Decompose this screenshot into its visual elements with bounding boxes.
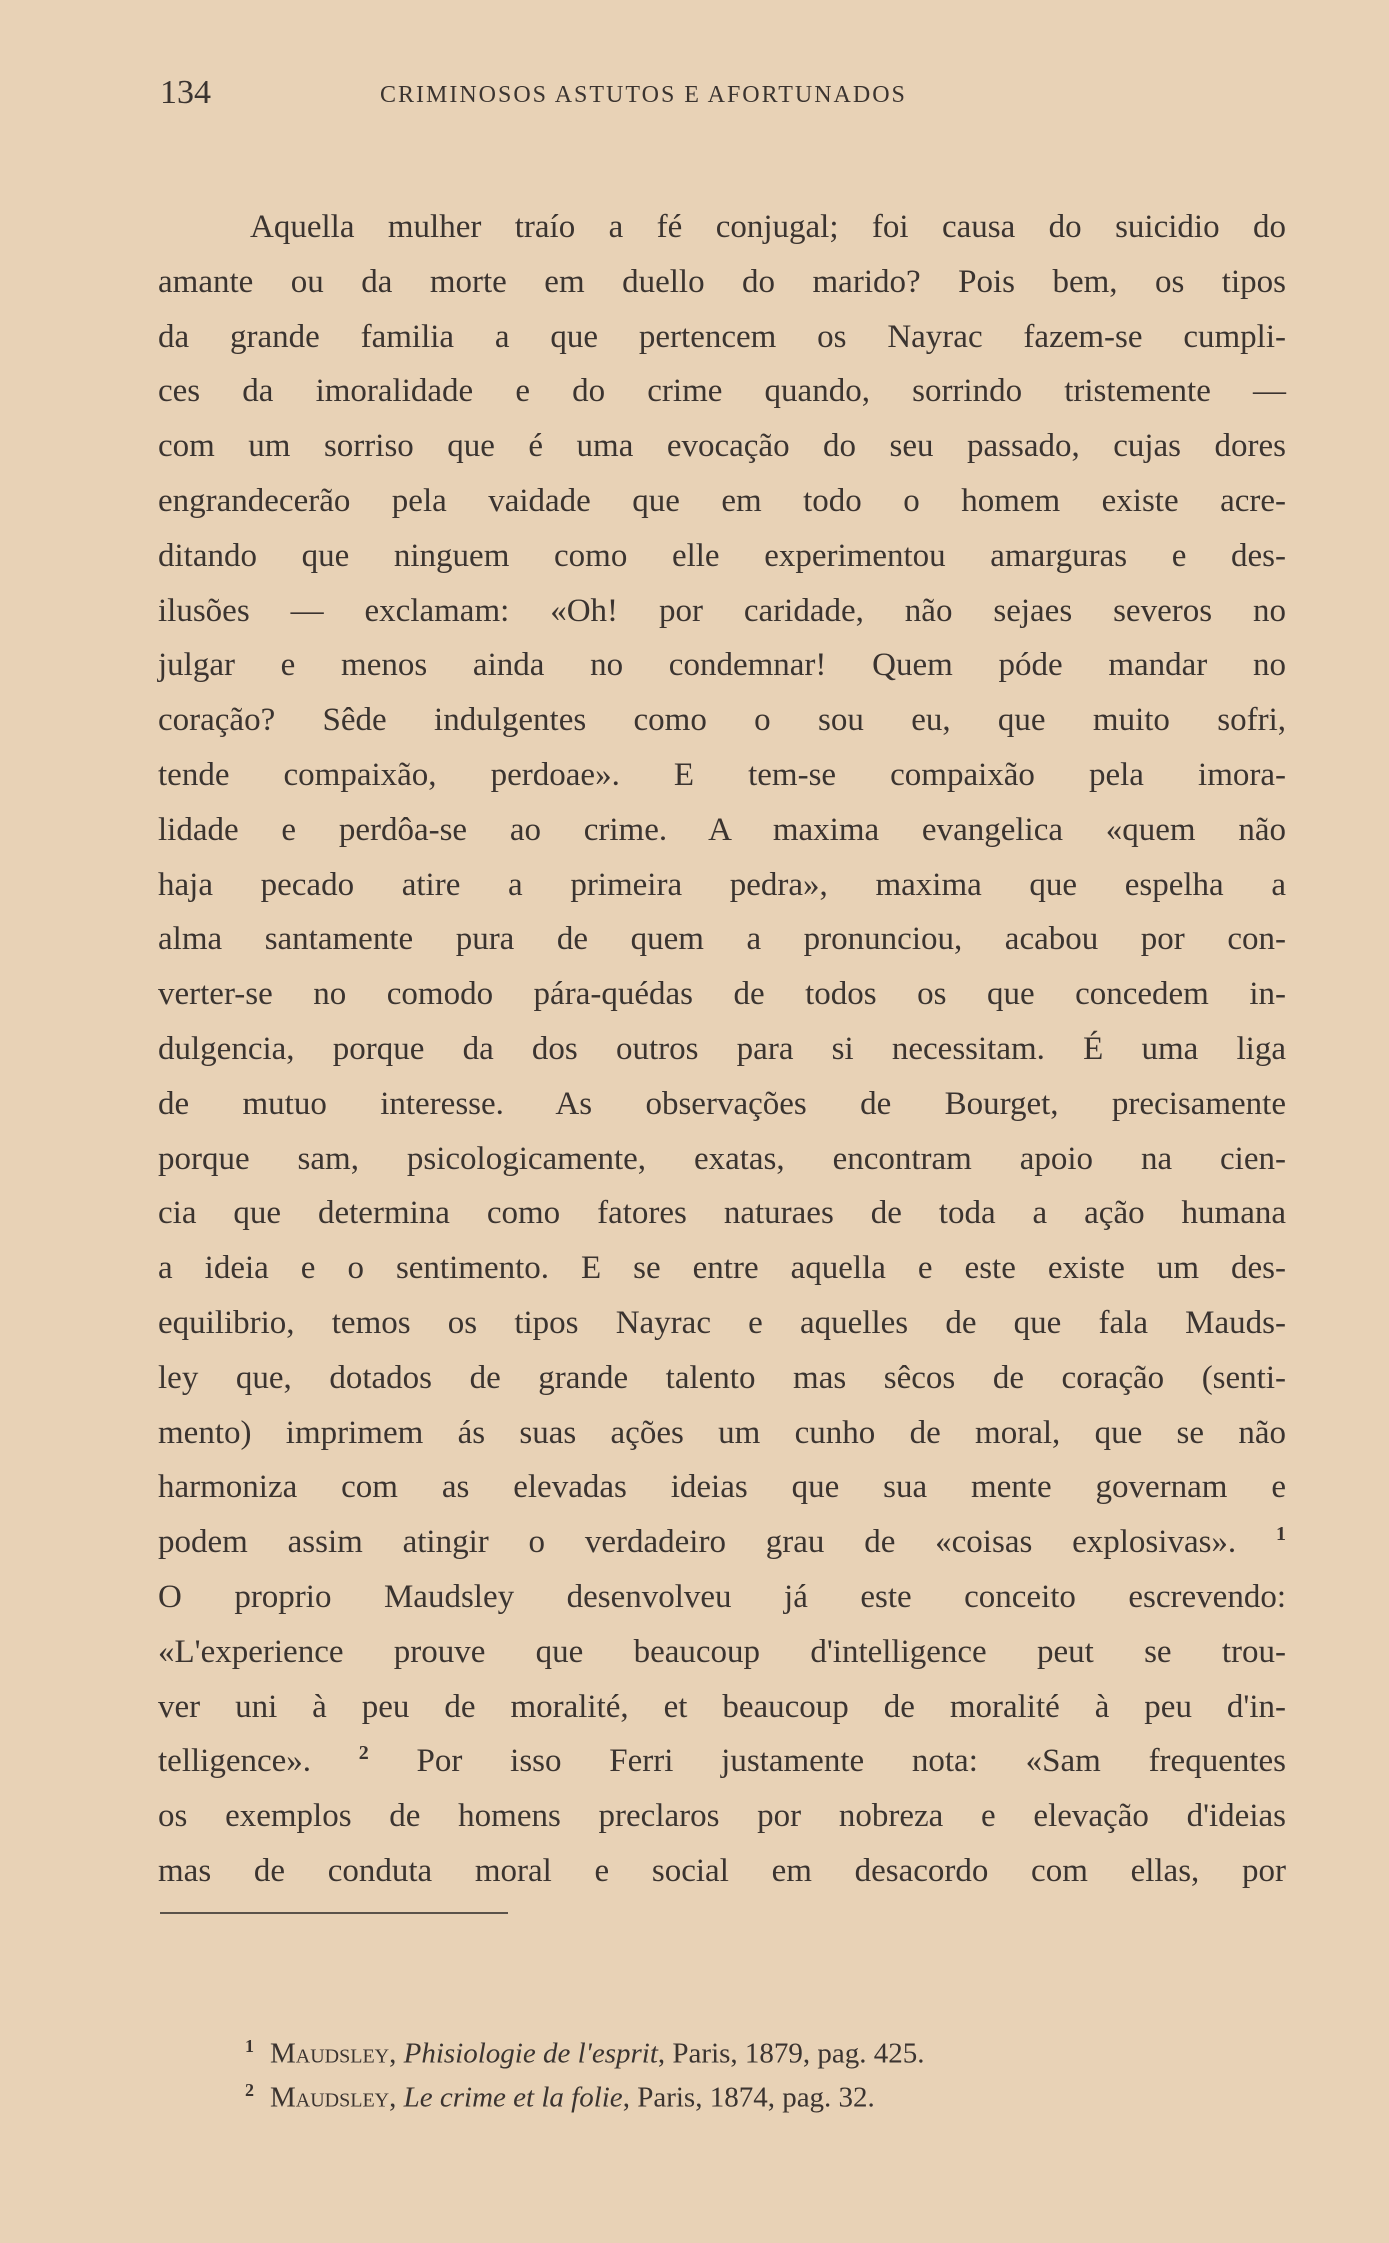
footnote-number: 1 xyxy=(245,2036,254,2056)
page-number: 134 xyxy=(160,74,211,111)
line-text: O proprio Maudsley desenvolveu já este conceito escrevendo: xyxy=(158,1578,1286,1615)
text-line xyxy=(158,967,1286,1022)
footnote-reference: 1 xyxy=(1276,1523,1286,1546)
text-line xyxy=(158,1515,1286,1570)
text-line xyxy=(158,748,1286,803)
text-line xyxy=(158,1351,1286,1406)
text-line xyxy=(158,529,1286,584)
footnote-details: , Paris, 1874, pag. 32. xyxy=(622,2081,875,2114)
line-text: Por isso Ferri justamente nota: «Sam frequentes xyxy=(416,1743,1286,1780)
text-line xyxy=(158,1022,1286,1077)
text-line xyxy=(158,474,1286,529)
text-line xyxy=(158,1734,1286,1789)
text-line xyxy=(158,1077,1286,1132)
text-line xyxy=(158,255,1286,310)
line-text: coração? Sêde indulgentes como o sou eu, que muito sofri, xyxy=(158,702,1286,739)
line-text: Aquella mulher traío a fé conjugal; foi causa do suicidio do xyxy=(250,209,1286,245)
text-line xyxy=(158,858,1286,913)
line-text: podem assim atingir o verdadeiro grau de «coisas explosivas». xyxy=(158,1524,1237,1561)
text-line xyxy=(158,584,1286,639)
text-line xyxy=(158,200,1286,255)
text-line xyxy=(158,1789,1286,1844)
line-text: dulgencia, porque da dos outros para si necessitam. É uma liga xyxy=(158,1030,1286,1067)
footnotes xyxy=(245,2024,925,2112)
line-text: haja pecado atire a primeira pedra», maxima que espelha a xyxy=(158,866,1286,903)
text-line xyxy=(158,1132,1286,1187)
text-line xyxy=(158,364,1286,419)
footnote-reference: 2 xyxy=(358,1742,369,1765)
text-line xyxy=(158,1625,1286,1680)
footnote-author: Maudsley xyxy=(270,2081,390,2114)
line-text: porque sam, psicologicamente, exatas, encontram apoio na cien- xyxy=(158,1140,1286,1177)
footnote-title: Phisiologie de l'esprit xyxy=(403,2037,658,2070)
line-text: julgar e menos ainda no condemnar! Quem póde mandar no xyxy=(158,647,1286,684)
text-line xyxy=(158,1186,1286,1241)
line-text: mento) imprimem ás suas ações um cunho de moral, que se não xyxy=(158,1414,1286,1451)
footnote-title: Le crime et la folie xyxy=(403,2081,623,2114)
line-text: telligence». xyxy=(158,1743,312,1780)
text-line xyxy=(158,912,1286,967)
body-text xyxy=(158,200,1286,1899)
line-text: tende compaixão, perdoae». E tem-se compaixão pela imora- xyxy=(158,756,1286,793)
footnote-2: $^2$ Maudsley, Le crime et la folie, Paris, 1874, pag. 32. xyxy=(245,2080,875,2114)
footnote-number: 2 xyxy=(245,2080,254,2100)
text-line xyxy=(158,419,1286,474)
footnote-author: Maudsley xyxy=(270,2037,390,2070)
text-line xyxy=(158,1680,1286,1735)
footnote-1: $^1$ Maudsley, Phisiologie de l'esprit, Paris, 1879, pag. 425. xyxy=(245,2036,925,2070)
line-text: ces da imoralidade e do crime quando, sorrindo tristemente — xyxy=(158,373,1286,410)
line-text: lidade e perdôa-se ao crime. A maxima evangelica «quem não xyxy=(158,811,1286,848)
line-text: ley que, dotados de grande talento mas sêcos de coração (senti- xyxy=(158,1359,1286,1396)
footnote-details: , Paris, 1879, pag. 425. xyxy=(657,2037,925,2070)
text-line xyxy=(158,310,1286,365)
line-text: ilusões — exclamam: «Oh! por caridade, não sejaes severos no xyxy=(158,592,1286,629)
text-line xyxy=(158,1406,1286,1461)
line-text: com um sorriso que é uma evocação do seu passado, cujas dores xyxy=(158,428,1286,465)
text-line xyxy=(158,803,1286,858)
footnote-divider xyxy=(160,1912,508,1914)
line-text: a ideia e o sentimento. E se entre aquella e este existe um des- xyxy=(158,1250,1286,1287)
line-text: ditando que ninguem como elle experimentou amarguras e des- xyxy=(158,537,1286,574)
text-line xyxy=(158,1844,1286,1899)
text-line xyxy=(158,693,1286,748)
line-text: verter-se no comodo pára-quédas de todos os que concedem in- xyxy=(158,976,1286,1013)
line-text: os exemplos de homens preclaros por nobreza e elevação d'ideias xyxy=(158,1798,1286,1835)
running-title: CRIMINOSOS ASTUTOS E AFORTUNADOS xyxy=(380,82,907,108)
text-line xyxy=(158,1296,1286,1351)
line-text: harmoniza com as elevadas ideias que sua mente governam e xyxy=(158,1469,1286,1506)
line-text: da grande familia a que pertencem os Nayrac fazem-se cumpli- xyxy=(158,318,1286,355)
text-line xyxy=(158,1460,1286,1515)
line-text: alma santamente pura de quem a pronunciou, acabou por con- xyxy=(158,921,1286,958)
line-text: equilibrio, temos os tipos Nayrac e aquelles de que fala Mauds- xyxy=(158,1304,1286,1341)
line-text: amante ou da morte em duello do marido? Pois bem, os tipos xyxy=(158,263,1286,300)
line-text: cia que determina como fatores naturaes de toda a ação humana xyxy=(158,1195,1286,1232)
line-text: mas de conduta moral e social em desacordo com ellas, por xyxy=(158,1852,1286,1889)
line-text: de mutuo interesse. As observações de Bourget, precisamente xyxy=(158,1085,1286,1122)
text-line xyxy=(158,638,1286,693)
line-text: engrandecerão pela vaidade que em todo o homem existe acre- xyxy=(158,482,1286,519)
text-line xyxy=(158,1241,1286,1296)
text-line xyxy=(158,1570,1286,1625)
line-text: ver uni à peu de moralité, et beaucoup de moralité à peu d'in- xyxy=(158,1688,1286,1725)
line-text: «L'experience prouve que beaucoup d'intelligence peut se trou- xyxy=(158,1633,1286,1670)
